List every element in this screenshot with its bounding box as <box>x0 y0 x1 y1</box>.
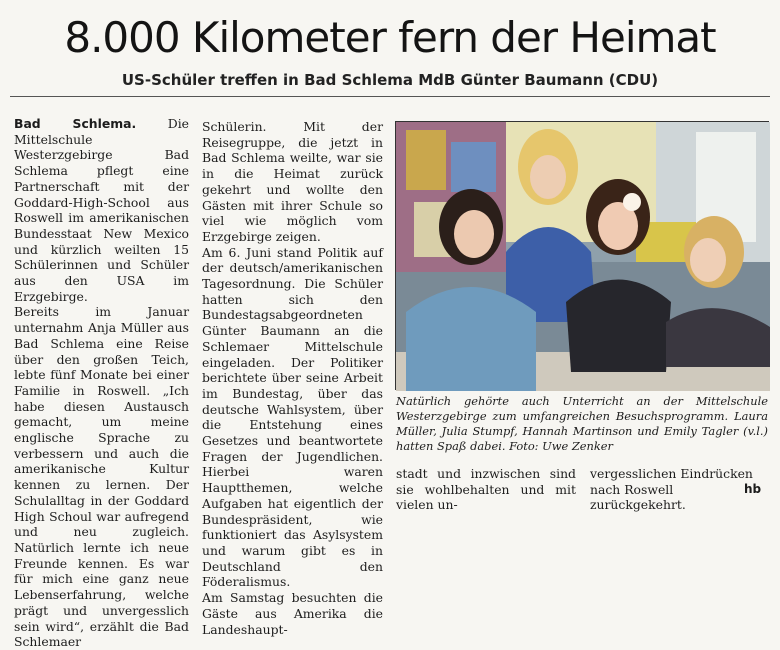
paragraph-3: Schülerin. Mit der Reisegruppe, die jetzt in Bad Schlema weilte, war sie in die Heimat zurück gekehrt und wollte den Gästen mit ihrer Schule so viel wie möglich vom Erzgebirge zeigen. <box>202 119 383 244</box>
article-column-1 <box>14 116 189 650</box>
article-column-4: vergesslichen Eindrücken nach Roswell zurückgekehrt. <box>590 466 753 513</box>
photo-credit: Foto: Uwe Zenker <box>509 439 613 453</box>
classroom-photo <box>395 121 769 390</box>
subheadline: US-Schüler treffen in Bad Schlema MdB Günter Baumann (CDU) <box>121 71 659 89</box>
paragraph-1 <box>14 116 189 304</box>
paragraph-1-text: Die Mittelschule Westerzgebirge Bad Schlema pflegt eine Partnerschaft mit der Goddard-High-School aus Roswell im amerikanischen Bundesstaat New Mexico und kürzlich weilten 15 Schülerinnen und Schüler aus den USA im Erzgebirge. <box>14 116 189 304</box>
article-column-2 <box>202 119 383 637</box>
dateline: Bad Schlema. <box>14 116 137 131</box>
paragraph-4: Am 6. Juni stand Politik auf der deutsch/amerikanischen Tagesordnung. Die Schüler hatten sich den Bundestagsabgeordneten Günter Baumann an die Schlemaer Mittelschule eingeladen. Der Politiker berichtete über seine Arbeit im Bundestag, über das deutsche Wahlsystem, über die Entstehung eines Gesetzes und beantwortete Fragen der Jugendlichen. Hierbei waren Hauptthemen, welche Aufgaben hat eigentlich der Bundespräsident, wie funktioniert das Asylsystem und warum gibt es in Deutschland den Föderalismus. <box>202 244 383 590</box>
paragraph-5: Am Samstag besuchten die Gäste aus Amerika die Landeshaupt- <box>202 590 383 637</box>
photo-caption <box>396 394 768 454</box>
paragraph-2: Bereits im Januar unternahm Anja Müller aus Bad Schlema eine Reise über den großen Teich, lebte fünf Monate bei einer Familie in Roswell. „Ich habe diesen Austausch gemacht, um meine englische Sprache zu verbessern und auch die amerikanische Kultur kennen zu lernen. Der Schulalltag in der Goddard High Schoul war aufregend und neu zugleich. Natürlich lernte ich neue Freunde kennen. Es war für mich eine ganz neue Lebenserfahrung, welche prägt und unvergesslich sein wird“, erzählt die Bad Schlemaer <box>14 304 189 650</box>
article-column-3: stadt und inzwischen sind sie wohlbehalten und mit vielen un- <box>396 466 576 513</box>
headline: 8.000 Kilometer fern der Heimat <box>64 13 716 62</box>
caption-text: Natürlich gehörte auch Unterricht an der Mittelschule Westerzgebirge zum umfangreichen Besuchsprogramm. Laura Müller, Julia Stumpf, Hannah Martinson und Emily Tagler (v.l.) hatten Spaß dabei. <box>396 394 768 453</box>
header-rule <box>10 96 770 97</box>
author-initials: hb <box>744 482 762 496</box>
